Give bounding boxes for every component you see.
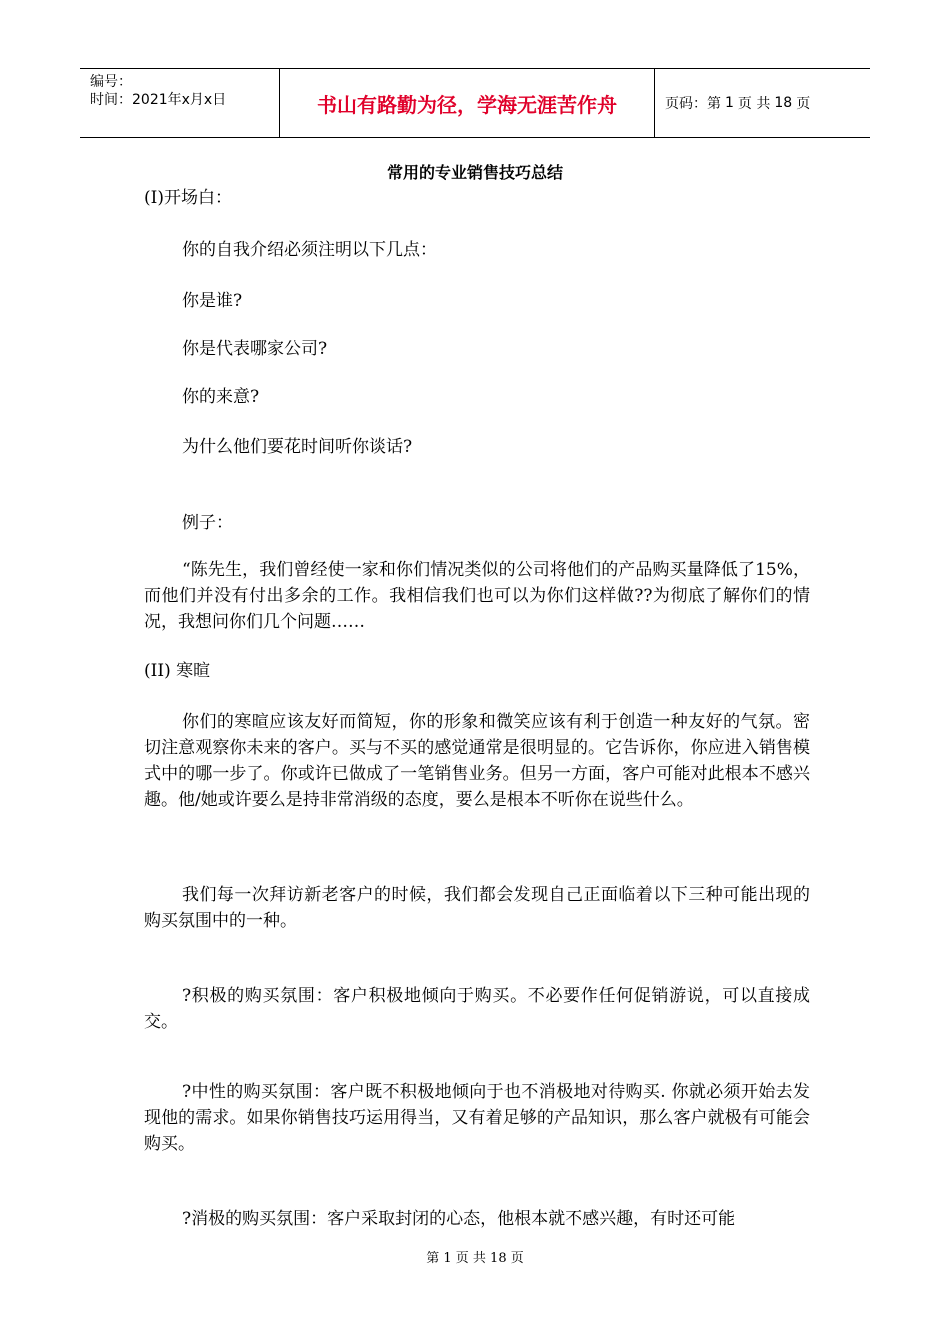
document-title: 常用的专业销售技巧总结 — [386, 163, 563, 182]
paragraph-positive: ?积极的购买氛围：客户积极地倾向于购买。不必要作任何促销游说，可以直接成交。 — [144, 986, 810, 1032]
page-end: 页 — [796, 96, 811, 112]
header-motto: 书山有路勤为径，学海无涯苦作舟 — [280, 69, 655, 137]
paragraph-example: “陈先生，我们曾经使一家和你们情况类似的公司将他们的产品购买量降低了15%，而他们并没有付出多余的工作。我相信我们也可以为你们这样做??为彻底了解你们的情况，我想问你们几个问题…… — [144, 560, 810, 632]
page-label: 页码：第 — [665, 96, 721, 112]
page-header — [80, 68, 870, 138]
page-total: 18 — [774, 95, 793, 111]
number-label: 编号： — [90, 74, 132, 90]
paragraph: 你的自我介绍必须注明以下几点： — [182, 240, 437, 260]
header-meta — [80, 69, 280, 137]
page-footer: 第 1 页 共 18 页 — [426, 1251, 524, 1266]
paragraph: 为什么他们要花时间听你谈话? — [182, 437, 413, 457]
section-heading-greeting: (II) 寒暄 — [144, 661, 211, 681]
paragraph: 你的来意? — [182, 387, 260, 407]
paragraph: 我们每一次拜访新老客户的时候，我们都会发现自己正面临着以下三种可能出现的购买氛围中的一种。 — [144, 885, 810, 931]
paragraph-negative: ?消极的购买氛围：客户采取封闭的心态，他根本就不感兴趣，有时还可能 — [182, 1209, 736, 1229]
time-label: 时间：2021年x月x日 — [90, 92, 227, 108]
paragraph: 你是代表哪家公司? — [182, 339, 328, 359]
paragraph: 你们的寒暄应该友好而简短，你的形象和微笑应该有利于创造一种友好的气氛。密切注意观察你未来的客户。买与不买的感觉通常是很明显的。它告诉你，你应进入销售模式中的哪一步了。你或许已做成了一笔销售业务。但另一方面，客户可能对此根本不感兴趣。他/她或许要么是持非常消级的态度，要么是根本不听你在说些什么。 — [144, 712, 810, 810]
page-mid: 页 共 — [737, 96, 771, 112]
paragraph-neutral: ?中性的购买氛围：客户既不积极地倾向于也不消极地对待购买. 你就必须开始去发现他的需求。如果你销售技巧运用得当，又有着足够的产品知识，那么客户就极有可能会购买。 — [144, 1082, 810, 1154]
header-page-info — [655, 69, 870, 137]
paragraph-example-label: 例子： — [182, 513, 233, 533]
page-number: 1 — [725, 95, 734, 111]
paragraph: 你是谁? — [182, 291, 243, 311]
section-heading-opening: (I)开场白： — [144, 188, 232, 208]
